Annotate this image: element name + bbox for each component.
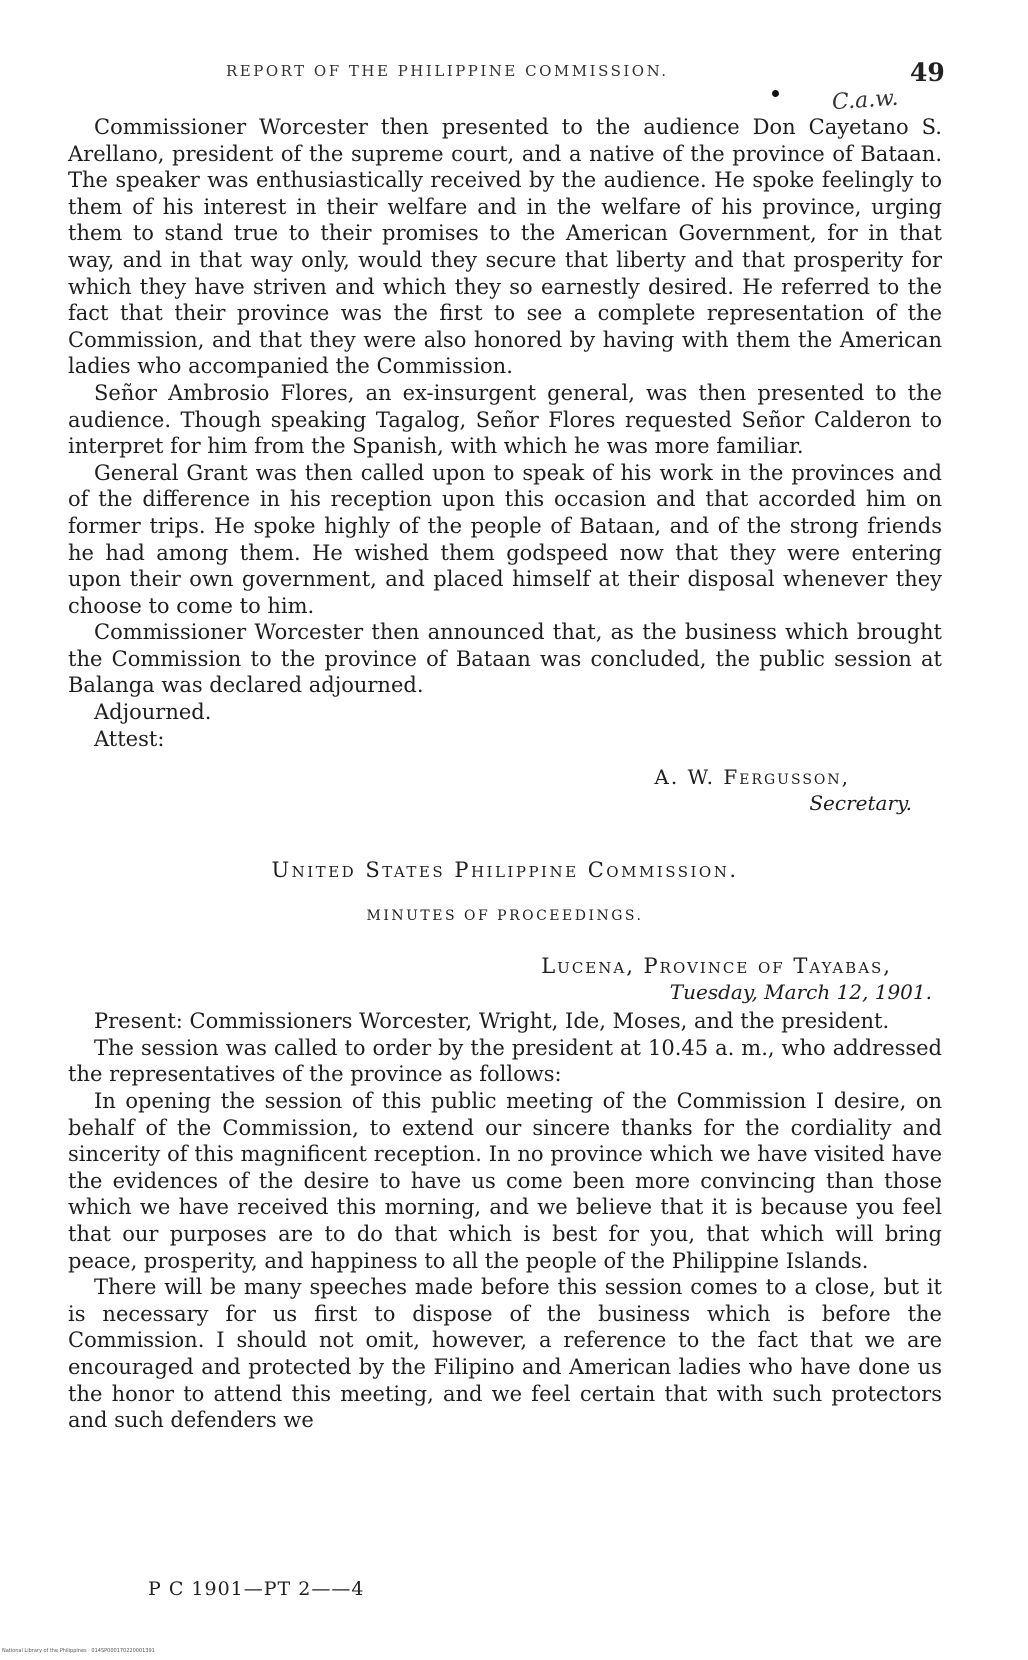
body-text	[68, 114, 942, 1434]
section-title: United States Philippine Commission.	[271, 858, 739, 883]
handwritten-annotation: C.a.w.	[831, 85, 900, 116]
ink-mark	[772, 90, 779, 97]
running-header: REPORT OF THE PHILIPPINE COMMISSION.	[226, 62, 669, 80]
attest-line: Attest:	[94, 726, 165, 751]
date-line: Tuesday, March 12, 1901.	[669, 980, 932, 1005]
paragraph: Señor Ambrosio Flores, an ex-insurgent general, was then presented to the audience. Though speaking Tagalog, Señor Flores requested Señor Calderon to interpret for him from the Spanish, with which he was more familiar.	[68, 380, 942, 459]
paragraph: Commissioner Worcester then announced that, as the business which brought the Commission to the province of Bataan was concluded, the public session at Balanga was declared adjourned.	[68, 620, 942, 698]
paragraph: There will be many speeches made before this session comes to a close, but it is necessary for us first to dispose of the business which is before the Commission. I should not omit, however, a reference to the fact that we are encouraged and protected by the Filipino and American ladies who have done us the honor to attend this meeting, and we feel certain that with such protectors and such defenders we	[68, 1275, 942, 1433]
section-subtitle: MINUTES OF PROCEEDINGS.	[366, 908, 644, 925]
paragraph: Commissioner Worcester then presented to the audience Don Cayetano S. Arellano, president of the supreme court, and a native of the province of Bataan. The speaker was enthusiastically received by the audience. He spoke feelingly to them of his interest in their welfare and in the welfare of his province, urging them to stand true to their promises to the American Government, for in that way, and in that way only, would they secure that liberty and that prosperity for which they have striven and which they so earnestly desired. He referred to the fact that their province was the first to see a complete representation of the Commission, and that they were also honored by having with them the American ladies who accompanied the Commission.	[68, 115, 942, 379]
paragraph: The session was called to order by the president at 10.45 a. m., who addressed the representatives of the province as follows:	[68, 1035, 942, 1087]
scan-credit: National Library of the Philippines · 014SP000170220001391	[2, 1648, 155, 1654]
paragraph: In opening the session of this public meeting of the Commission I desire, on behalf of the Commission, to extend our sincere thanks for the cordiality and sincerity of this magnificent reception. In no province which we have visited have the evidences of the desire to have us come been more convincing than those which we have received this morning, and we believe that it is because you feel that our purposes are to do that which is best for you, that which will bring peace, prosperity, and happiness to all the people of the Philippine Islands.	[68, 1089, 942, 1273]
page-number: 49	[910, 58, 945, 87]
paragraph: General Grant was then called upon to speak of his work in the provinces and of the difference in his reception upon this occasion and that accorded him on former trips. He spoke highly of the people of Bataan, and of the strong friends he had among them. He wished them godspeed now that they were entering upon their own government, and placed himself at their disposal whenever they choose to come to him.	[68, 460, 942, 618]
signature-name: A. W. Fergusson,	[654, 765, 850, 790]
place-line: Lucena, Province of Tayabas,	[541, 954, 892, 979]
paragraph: Present: Commissioners Worcester, Wright, Ide, Moses, and the president.	[94, 1009, 890, 1034]
printer-signature-mark: P C 1901—PT 2——4	[148, 1578, 365, 1600]
signature-title: Secretary.	[809, 791, 912, 816]
adjourned-line: Adjourned.	[94, 700, 212, 725]
